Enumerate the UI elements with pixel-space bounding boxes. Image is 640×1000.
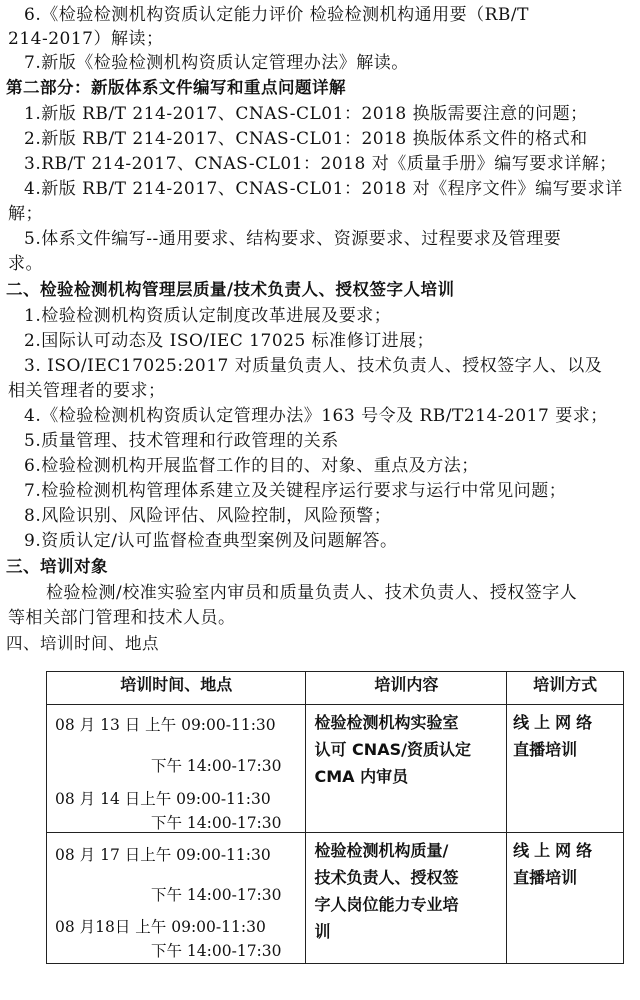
table-header: 培训内容 [306, 672, 507, 705]
text-line: 1.新版 RB/T 214-2017、CNAS-CL01：2018 换版需要注意的问题； [24, 104, 588, 124]
text-line: 8.风险识别、风险评估、风险控制，风险预警； [24, 506, 392, 526]
time-line: 08 月 17 日上午 09:00-11:30 [55, 846, 271, 864]
content-cell [306, 705, 507, 833]
content-line: 检验检测机构实验室 [314, 713, 459, 732]
text-line: 检验检测/校准实验室内审员和质量负责人、技术负责人、授权签字人 [46, 583, 578, 603]
text-line: 9.资质认定/认可监督检查典型案例及问题解答。 [24, 531, 398, 551]
time-cell [47, 833, 306, 964]
method-line: 线上网络 [513, 713, 598, 732]
time-line: 08 月18日 上午 09:00-11:30 [55, 918, 266, 936]
time-line: 下午 14:00-17:30 [151, 886, 282, 904]
content-line: 技术负责人、授权签 [314, 868, 459, 887]
time-line: 下午 14:00-17:30 [151, 814, 282, 832]
section-heading: 三、培训对象 [6, 557, 108, 576]
text-line: 等相关部门管理和技术人员。 [8, 608, 236, 628]
content-line: 认可 CNAS/资质认定 [314, 740, 471, 759]
text-line: 7.检验检测机构管理体系建立及关键程序运行要求与运行中常见问题； [24, 481, 567, 501]
table-row [47, 705, 624, 833]
method-cell [507, 833, 624, 964]
table-header: 培训时间、地点 [47, 672, 306, 705]
text-line: 3.RB/T 214-2017、CNAS-CL01：2018 对《质量手册》编写要求详解； [24, 154, 617, 174]
section-heading: 四、培训时间、地点 [6, 634, 159, 653]
content-line: 检验检测机构质量/ [314, 841, 449, 860]
text-line: 5.体系文件编写--通用要求、结构要求、资源要求、过程要求及管理要 [24, 229, 562, 249]
content-line: 字人岗位能力专业培 [314, 895, 459, 914]
text-line: 6.《检验检测机构资质认定能力评价 检验检测机构通用要（RB/T [24, 5, 529, 25]
time-line: 08 月 14 日上午 09:00-11:30 [55, 790, 271, 808]
method-line: 直播培训 [513, 868, 578, 887]
text-line: 4.《检验检测机构资质认定管理办法》163 号令及 RB/T214-2017 要求； [24, 406, 608, 426]
section-heading: 二、检验检测机构管理层质量/技术负责人、授权签字人培训 [6, 280, 455, 299]
content-line: CMA 内审员 [314, 767, 409, 786]
text-line: 1.检验检测机构资质认定制度改革进展及要求； [24, 306, 392, 326]
method-line: 线上网络 [513, 841, 598, 860]
text-line: 4.新版 RB/T 214-2017、CNAS-CL01：2018 对《程序文件》编写要求详 [24, 179, 623, 199]
text-line: 2.新版 RB/T 214-2017、CNAS-CL01：2018 换版体系文件的格式和 [24, 129, 588, 149]
table-header: 培训方式 [507, 672, 624, 705]
text-line: 解； [8, 204, 43, 224]
time-cell [47, 705, 306, 833]
text-line: 3. ISO/IEC17025:2017 对质量负责人、技术负责人、授权签字人、以及 [24, 356, 603, 376]
time-line: 08 月 13 日 上午 09:00-11:30 [55, 716, 276, 734]
table-header-row [47, 672, 624, 705]
content-line: 训 [314, 922, 331, 941]
section-heading: 第二部分：新版体系文件编写和重点问题详解 [6, 78, 346, 97]
time-line: 下午 14:00-17:30 [151, 757, 282, 775]
schedule-table [46, 671, 624, 964]
text-line: 214-2017）解读； [8, 29, 164, 49]
method-cell [507, 705, 624, 833]
text-line: 5.质量管理、技术管理和行政管理的关系 [24, 431, 339, 451]
text-line: 6.检验检测机构开展监督工作的目的、对象、重点及方法； [24, 456, 479, 476]
text-line: 求。 [8, 254, 43, 274]
method-line: 直播培训 [513, 740, 578, 759]
content-cell [306, 833, 507, 964]
text-line: 7.新版《检验检测机构资质认定管理办法》解读。 [24, 53, 409, 73]
text-line: 2.国际认可动态及 ISO/IEC 17025 标准修订进展； [24, 331, 435, 351]
table-row [47, 833, 624, 964]
time-line: 下午 14:00-17:30 [151, 942, 282, 960]
text-line: 相关管理者的要求； [8, 381, 166, 401]
